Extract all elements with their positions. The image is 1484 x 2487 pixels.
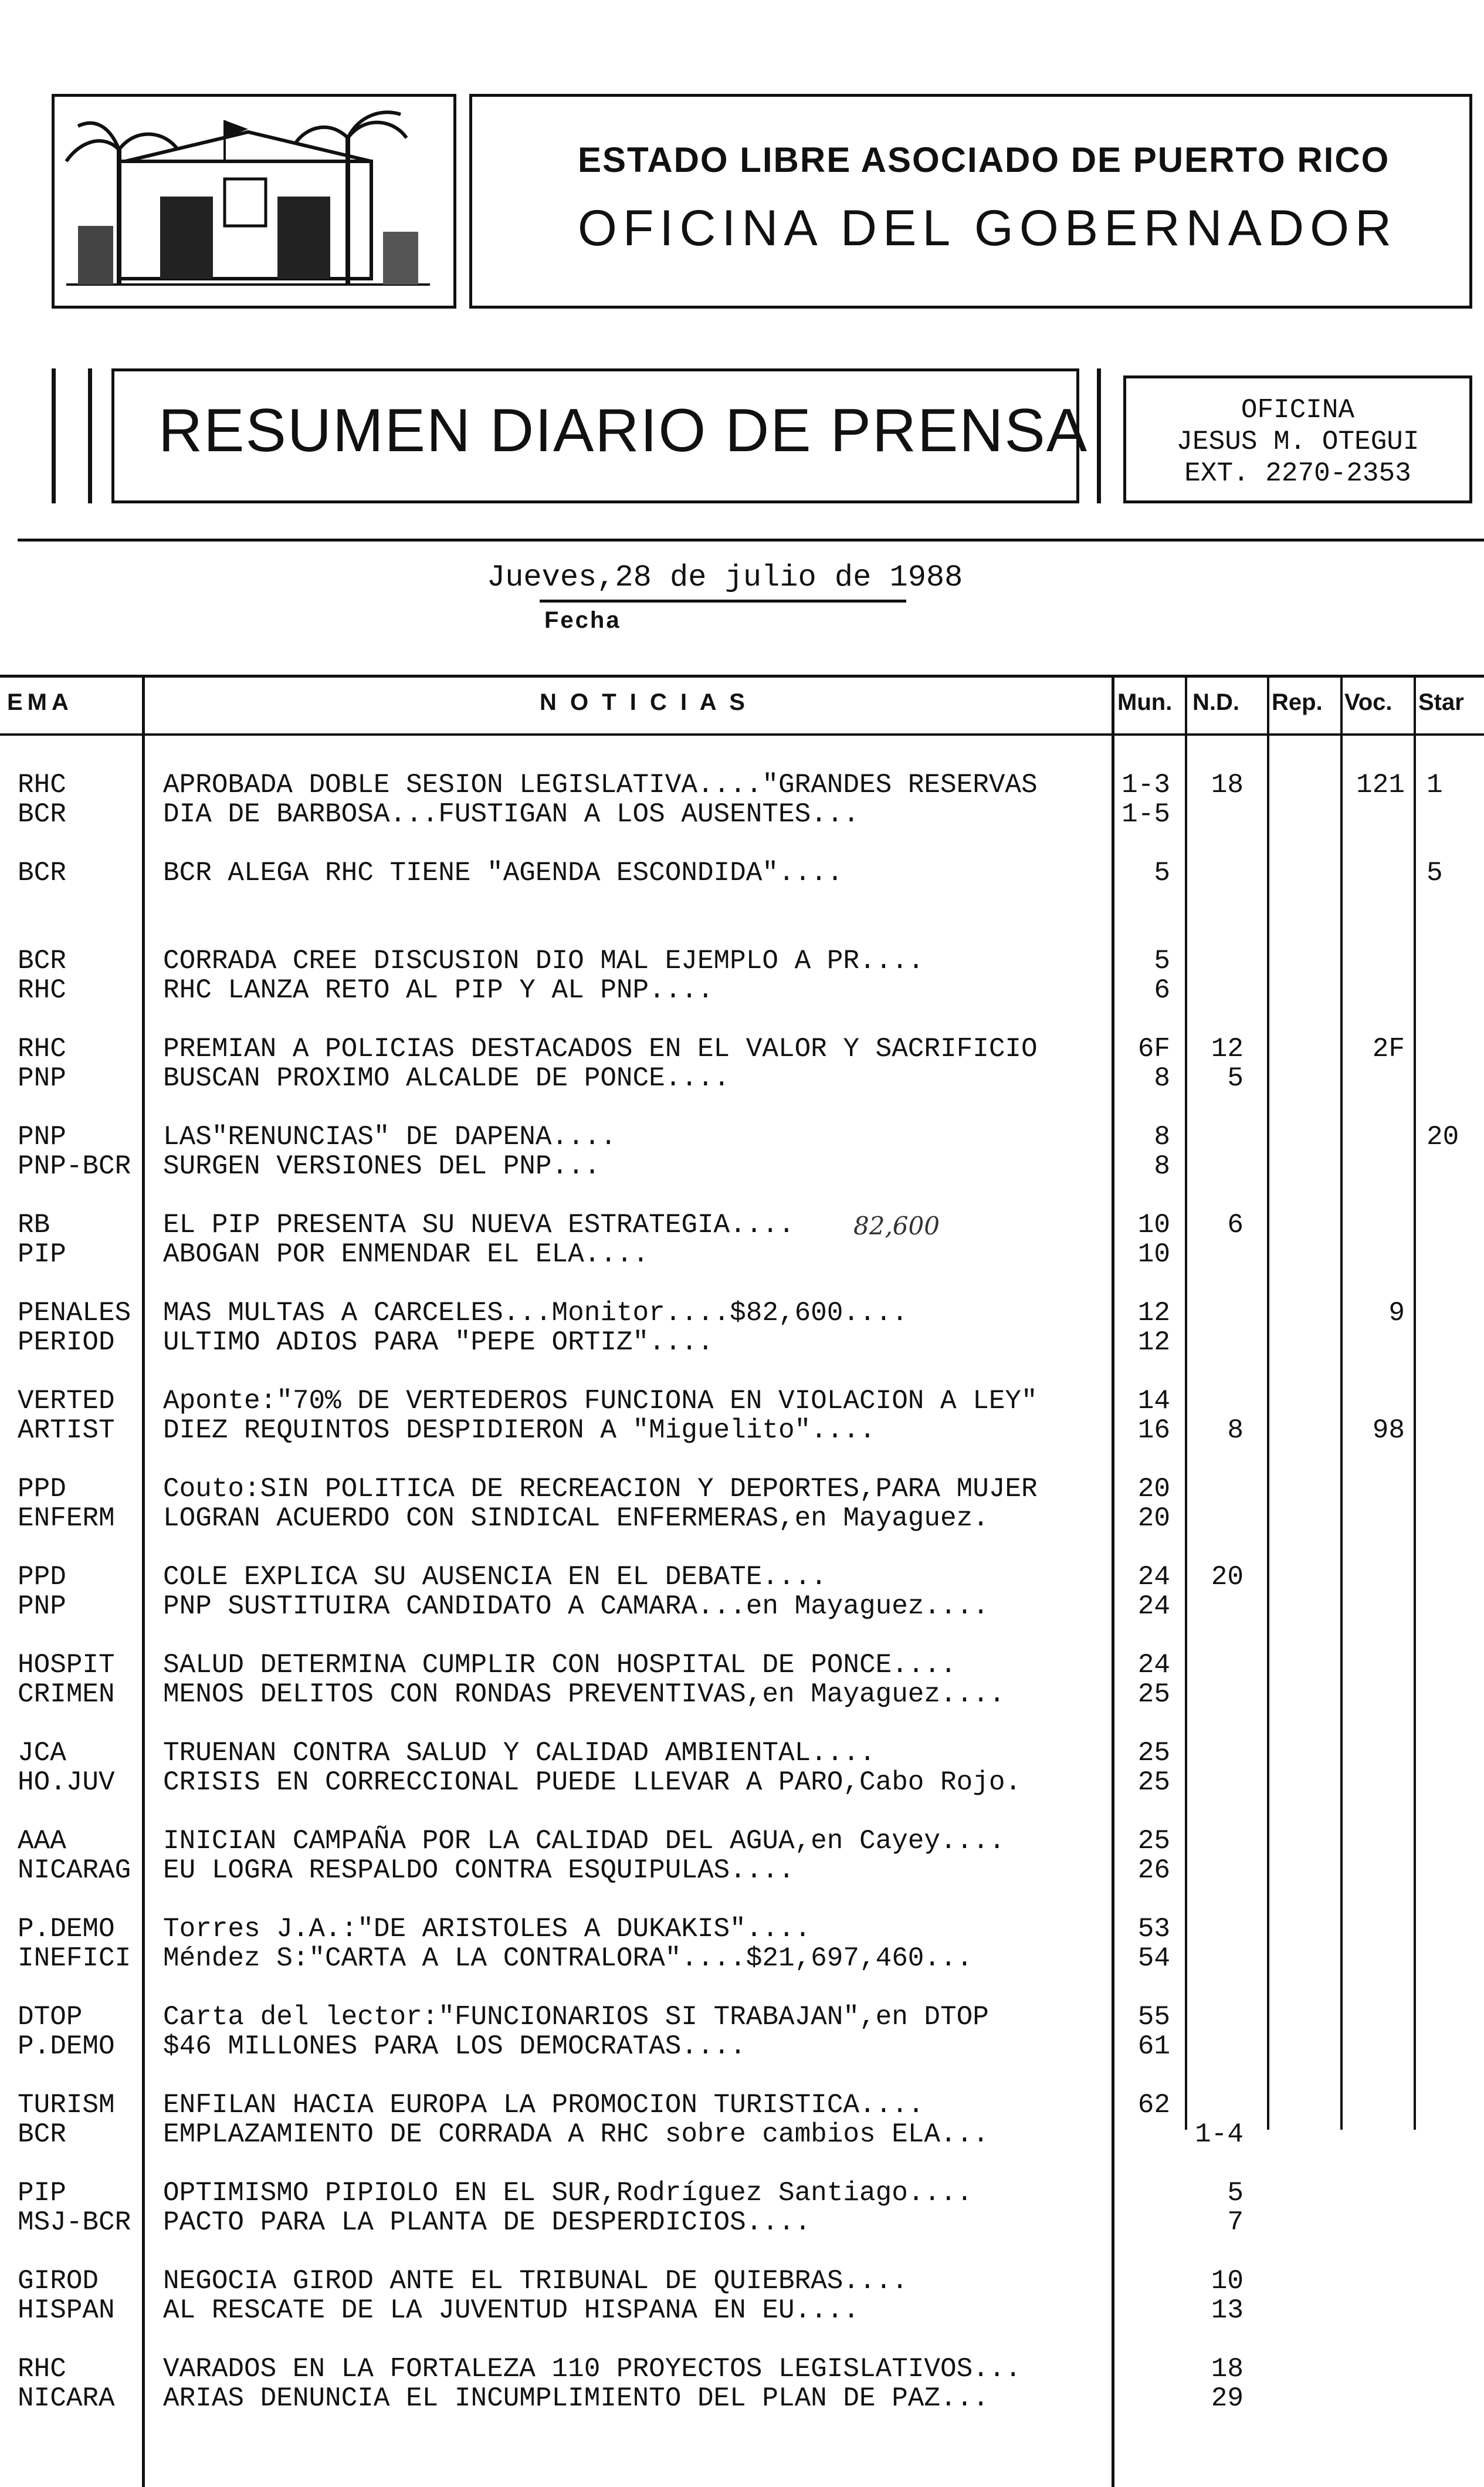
row-nd: 5 (1227, 1063, 1244, 1094)
row-mun: 16 (1137, 1415, 1170, 1446)
row-headline: ULTIMO ADIOS PARA "PEPE ORTIZ".... (163, 1327, 714, 1358)
row-tema: PNP (18, 1122, 66, 1152)
row-nd: 10 (1211, 2266, 1244, 2296)
row-headline: MAS MULTAS A CARCELES...Monitor....$82,600.... (163, 1298, 908, 1328)
title-bar-left-rule-1 (52, 368, 56, 503)
office-info (1123, 394, 1472, 489)
col-header-rep: Rep. (1272, 689, 1323, 715)
row-tema: RHC (18, 1034, 66, 1064)
row-mun: 6 (1154, 975, 1170, 1006)
row-headline: AL RESCATE DE LA JUVENTUD HISPANA EN EU.... (163, 2295, 859, 2326)
row-headline: PNP SUSTITUIRA CANDIDATO A CAMARA...en Mayaguez.... (163, 1591, 989, 1622)
row-tema: HISPAN (18, 2295, 115, 2326)
handwritten-note: 82,600 (853, 1212, 940, 1240)
date-underline (540, 600, 906, 603)
row-tema: BCR (18, 858, 66, 888)
row-tema: HOSPIT (18, 1650, 115, 1680)
col-rule-voc (1340, 675, 1343, 2130)
row-tema: RHC (18, 975, 66, 1006)
logo-box (52, 94, 456, 309)
row-mun: 8 (1154, 1063, 1170, 1094)
row-mun: 54 (1137, 1943, 1170, 1974)
row-headline: OPTIMISMO PIPIOLO EN EL SUR,Rodríguez Santiago.... (163, 2178, 973, 2208)
col-header-tema: EMA (7, 689, 73, 715)
row-headline: EU LOGRA RESPALDO CONTRA ESQUIPULAS.... (163, 1855, 795, 1886)
row-headline: ENFILAN HACIA EUROPA LA PROMOCION TURISTICA.... (163, 2090, 924, 2120)
row-mun: 10 (1137, 1210, 1170, 1240)
row-mun: 24 (1137, 1591, 1170, 1622)
row-mun: 8 (1154, 1151, 1170, 1182)
row-mun: 62 (1137, 2090, 1170, 2120)
row-headline: PREMIAN A POLICIAS DESTACADOS EN EL VALOR Y SACRIFICIO (163, 1034, 1038, 1064)
row-mun: 25 (1137, 1826, 1170, 1856)
row-mun: 25 (1137, 1679, 1170, 1710)
row-nd: 13 (1211, 2295, 1244, 2326)
row-nd: 18 (1211, 2354, 1244, 2384)
row-tema: DTOP (18, 2002, 83, 2032)
row-headline: RHC LANZA RETO AL PIP Y AL PNP.... (163, 975, 714, 1006)
row-star: 5 (1427, 858, 1443, 888)
col-rule-nd (1185, 675, 1187, 2130)
row-nd: 8 (1227, 1415, 1244, 1446)
row-mun: 24 (1137, 1650, 1170, 1680)
row-mun: 14 (1137, 1386, 1170, 1416)
row-tema: PPD (18, 1474, 66, 1504)
row-tema: PNP-BCR (18, 1151, 131, 1182)
row-star: 20 (1427, 1122, 1459, 1152)
date-label: Fecha (544, 607, 621, 633)
row-tema: AAA (18, 1826, 66, 1856)
row-nd: 12 (1211, 1034, 1244, 1064)
office-line-3: EXT. 2270-2353 (1184, 458, 1411, 489)
row-mun: 53 (1137, 1914, 1170, 1944)
row-nd: 1-4 (1195, 2119, 1244, 2150)
row-headline: MENOS DELITOS CON RONDAS PREVENTIVAS,en Mayaguez.... (163, 1679, 1005, 1710)
col-header-mun: Mun. (1117, 689, 1173, 715)
row-tema: ENFERM (18, 1503, 115, 1534)
row-mun: 5 (1154, 946, 1170, 976)
row-headline: NEGOCIA GIROD ANTE EL TRIBUNAL DE QUIEBRAS.... (163, 2266, 908, 2296)
row-tema: P.DEMO (18, 2031, 115, 2062)
row-headline: Couto:SIN POLITICA DE RECREACION Y DEPORTES,PARA MUJER (163, 1474, 1038, 1504)
row-star: 1 (1427, 770, 1443, 800)
row-mun: 1-3 (1122, 770, 1170, 800)
row-headline: EL PIP PRESENTA SU NUEVA ESTRATEGIA.... (163, 1210, 795, 1240)
row-mun: 25 (1137, 1767, 1170, 1798)
row-tema: RB (18, 1210, 50, 1240)
row-tema: GIROD (18, 2266, 99, 2296)
row-headline: Aponte:"70% DE VERTEDEROS FUNCIONA EN VIOLACION A LEY" (163, 1386, 1038, 1416)
row-tema: RHC (18, 2354, 66, 2384)
row-nd: 5 (1227, 2178, 1244, 2208)
row-headline: $46 MILLONES PARA LOS DEMOCRATAS.... (163, 2031, 746, 2062)
row-mun: 6F (1137, 1034, 1170, 1064)
separator-rule (18, 539, 1484, 542)
row-mun: 12 (1137, 1327, 1170, 1358)
row-headline: DIEZ REQUINTOS DESPIDIERON A "Miguelito".... (163, 1415, 876, 1446)
col-header-nd: N.D. (1192, 689, 1239, 715)
row-tema: PIP (18, 2178, 66, 2208)
row-headline: SALUD DETERMINA CUMPLIR CON HOSPITAL DE PONCE.... (163, 1650, 957, 1680)
header-line-2: OFICINA DEL GOBERNADOR (578, 200, 1398, 256)
title-bar-left-rule-2 (88, 368, 92, 503)
row-tema: HO.JUV (18, 1767, 115, 1798)
date-value: Jueves,28 de julio de 1988 (487, 560, 963, 595)
row-headline: VARADOS EN LA FORTALEZA 110 PROYECTOS LEGISLATIVOS... (163, 2354, 1022, 2384)
row-nd: 7 (1227, 2207, 1244, 2238)
row-headline: BUSCAN PROXIMO ALCALDE DE PONCE.... (163, 1063, 730, 1094)
row-headline: DIA DE BARBOSA...FUSTIGAN A LOS AUSENTES... (163, 799, 859, 830)
row-tema: PENALES (18, 1298, 131, 1328)
row-voc: 121 (1356, 770, 1405, 800)
row-tema: NICARAG (18, 1855, 131, 1886)
row-voc: 98 (1372, 1415, 1405, 1446)
row-tema: NICARA (18, 2383, 115, 2414)
row-mun: 20 (1137, 1503, 1170, 1534)
row-headline: INICIAN CAMPAÑA POR LA CALIDAD DEL AGUA,en Cayey.... (163, 1826, 1005, 1856)
row-headline: ARIAS DENUNCIA EL INCUMPLIMIENTO DEL PLAN DE PAZ... (163, 2383, 989, 2414)
header-line-1: ESTADO LIBRE ASOCIADO DE PUERTO RICO (578, 140, 1390, 180)
row-mun: 24 (1137, 1562, 1170, 1592)
row-tema: RHC (18, 770, 66, 800)
col-header-noticias: N O T I C I A S (540, 689, 748, 715)
table-header-rule (0, 733, 1484, 736)
row-headline: COLE EXPLICA SU AUSENCIA EN EL DEBATE.... (163, 1562, 827, 1592)
row-voc: 2F (1372, 1034, 1405, 1064)
row-tema: PPD (18, 1562, 66, 1592)
row-headline: Méndez S:"CARTA A LA CONTRALORA"....$21,697,460... (163, 1943, 973, 1974)
row-headline: Carta del lector:"FUNCIONARIOS SI TRABAJAN",en DTOP (163, 2002, 989, 2032)
page-title: RESUMEN DIARIO DE PRENSA (158, 397, 1089, 465)
row-headline: LOGRAN ACUERDO CON SINDICAL ENFERMERAS,en Mayaguez. (163, 1503, 989, 1534)
row-tema: BCR (18, 2119, 66, 2150)
row-headline: TRUENAN CONTRA SALUD Y CALIDAD AMBIENTAL.... (163, 1738, 876, 1768)
row-mun: 55 (1137, 2002, 1170, 2032)
row-voc: 9 (1388, 1298, 1405, 1328)
row-headline: EMPLAZAMIENTO DE CORRADA A RHC sobre cambios ELA... (163, 2119, 989, 2150)
row-tema: VERTED (18, 1386, 115, 1416)
row-tema: JCA (18, 1738, 66, 1768)
row-tema: PERIOD (18, 1327, 115, 1358)
table-top-rule (0, 675, 1484, 678)
col-header-voc: Voc. (1344, 689, 1392, 715)
title-bar-right-rule (1097, 368, 1101, 503)
row-tema: P.DEMO (18, 1914, 115, 1944)
row-tema: PNP (18, 1591, 66, 1622)
col-rule-tema (142, 675, 145, 2487)
row-tema: BCR (18, 799, 66, 830)
row-tema: PNP (18, 1063, 66, 1094)
row-tema: PIP (18, 1239, 66, 1270)
row-mun: 1-5 (1122, 799, 1170, 830)
row-nd: 6 (1227, 1210, 1244, 1240)
row-headline: ABOGAN POR ENMENDAR EL ELA.... (163, 1239, 649, 1270)
office-line-1: OFICINA (1241, 395, 1355, 425)
row-mun: 12 (1137, 1298, 1170, 1328)
row-mun: 26 (1137, 1855, 1170, 1886)
row-mun: 61 (1137, 2031, 1170, 2062)
col-rule-star (1414, 675, 1416, 2130)
row-tema: CRIMEN (18, 1679, 115, 1710)
row-mun: 5 (1154, 858, 1170, 888)
row-tema: BCR (18, 946, 66, 976)
row-headline: BCR ALEGA RHC TIENE "AGENDA ESCONDIDA".... (163, 858, 843, 888)
row-headline: CORRADA CREE DISCUSION DIO MAL EJEMPLO A PR.... (163, 946, 924, 976)
fortaleza-engraving-icon (55, 97, 453, 306)
row-mun: 20 (1137, 1474, 1170, 1504)
row-headline: SURGEN VERSIONES DEL PNP... (163, 1151, 601, 1182)
row-nd: 20 (1211, 1562, 1244, 1592)
row-tema: ARTIST (18, 1415, 115, 1446)
office-line-2: JESUS M. OTEGUI (1176, 427, 1419, 457)
row-mun: 10 (1137, 1239, 1170, 1270)
row-headline: LAS"RENUNCIAS" DE DAPENA.... (163, 1122, 616, 1152)
row-nd: 29 (1211, 2383, 1244, 2414)
row-headline: CRISIS EN CORRECCIONAL PUEDE LLEVAR A PARO,Cabo Rojo. (163, 1767, 1022, 1798)
row-tema: MSJ-BCR (18, 2207, 131, 2238)
row-mun: 25 (1137, 1738, 1170, 1768)
row-headline: APROBADA DOBLE SESION LEGISLATIVA...."GRANDES RESERVAS (163, 770, 1038, 800)
row-headline: PACTO PARA LA PLANTA DE DESPERDICIOS.... (163, 2207, 811, 2238)
row-nd: 18 (1211, 770, 1244, 800)
col-rule-mun (1112, 675, 1114, 2487)
row-mun: 8 (1154, 1122, 1170, 1152)
col-rule-rep (1267, 675, 1269, 2130)
col-header-star: Star (1418, 689, 1464, 715)
row-headline: Torres J.A.:"DE ARISTOLES A DUKAKIS".... (163, 1914, 811, 1944)
row-tema: INEFICI (18, 1943, 131, 1974)
row-tema: TURISM (18, 2090, 115, 2120)
